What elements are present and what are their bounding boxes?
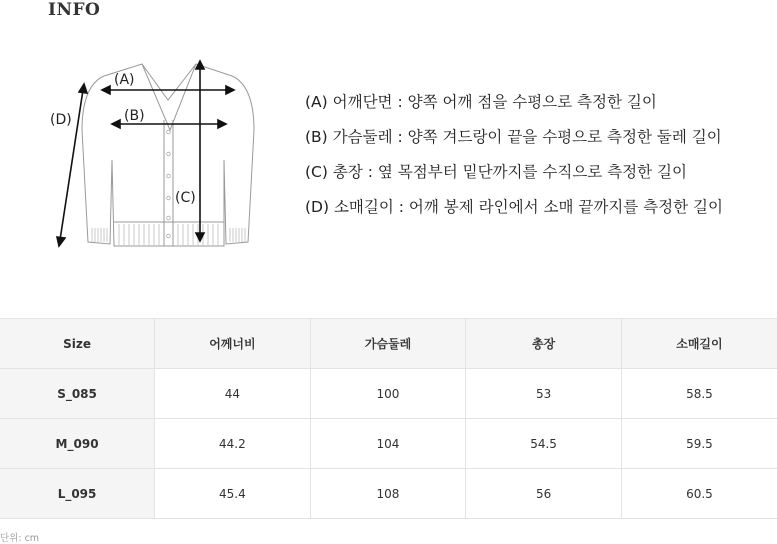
legend-text: 소매길이 : 어깨 봉제 라인에서 소매 끝까지를 측정한 길이 — [329, 198, 723, 216]
legend-key: (B) — [305, 128, 328, 146]
label-d: (D) — [50, 112, 72, 128]
cardigan-measurement-diagram — [40, 50, 270, 260]
table-cell: 60.5 — [621, 469, 777, 519]
table-row — [0, 369, 777, 419]
header-sleeve: 소매길이 — [621, 319, 777, 369]
unit-note: 단위: cm — [0, 533, 40, 544]
header-shoulder: 어께너비 — [155, 319, 311, 369]
table-cell: 59.5 — [621, 419, 777, 469]
table-cell: 56 — [466, 469, 622, 519]
table-header-row — [0, 319, 777, 369]
legend-text: 가슴둘레 : 양쪽 겨드랑이 끝을 수평으로 측정한 둘레 길이 — [327, 128, 722, 146]
legend-key: (C) — [305, 163, 328, 181]
legend-item-b — [305, 123, 765, 158]
legend-text: 총장 : 옆 목점부터 밑단까지를 수직으로 측정한 길이 — [327, 163, 687, 181]
row-size-label: S_085 — [0, 369, 155, 419]
legend-key: (D) — [305, 198, 330, 216]
row-size-label: L_095 — [0, 469, 155, 519]
row-size-label: M_090 — [0, 419, 155, 469]
table-row — [0, 469, 777, 519]
table-cell: 58.5 — [621, 369, 777, 419]
table-cell: 53 — [466, 369, 622, 419]
table-cell: 44 — [155, 369, 311, 419]
label-a: (A) — [114, 72, 135, 88]
label-b: (B) — [124, 108, 145, 124]
legend-item-d — [305, 193, 765, 228]
label-c: (C) — [175, 190, 196, 206]
table-cell: 108 — [310, 469, 466, 519]
legend-item-c — [305, 158, 765, 193]
header-chest: 가슴둘레 — [310, 319, 466, 369]
table-cell: 54.5 — [466, 419, 622, 469]
table-cell: 100 — [310, 369, 466, 419]
measurement-legend — [305, 88, 765, 228]
table-cell: 44.2 — [155, 419, 311, 469]
legend-key: (A) — [305, 93, 328, 111]
size-table — [0, 318, 777, 519]
legend-item-a — [305, 88, 765, 123]
info-title: INFO — [48, 0, 101, 20]
table-row — [0, 419, 777, 469]
header-size: Size — [0, 319, 155, 369]
legend-text: 어깨단면 : 양쪽 어깨 점을 수평으로 측정한 길이 — [327, 93, 657, 111]
table-cell: 104 — [310, 419, 466, 469]
header-length: 총장 — [466, 319, 622, 369]
table-cell: 45.4 — [155, 469, 311, 519]
